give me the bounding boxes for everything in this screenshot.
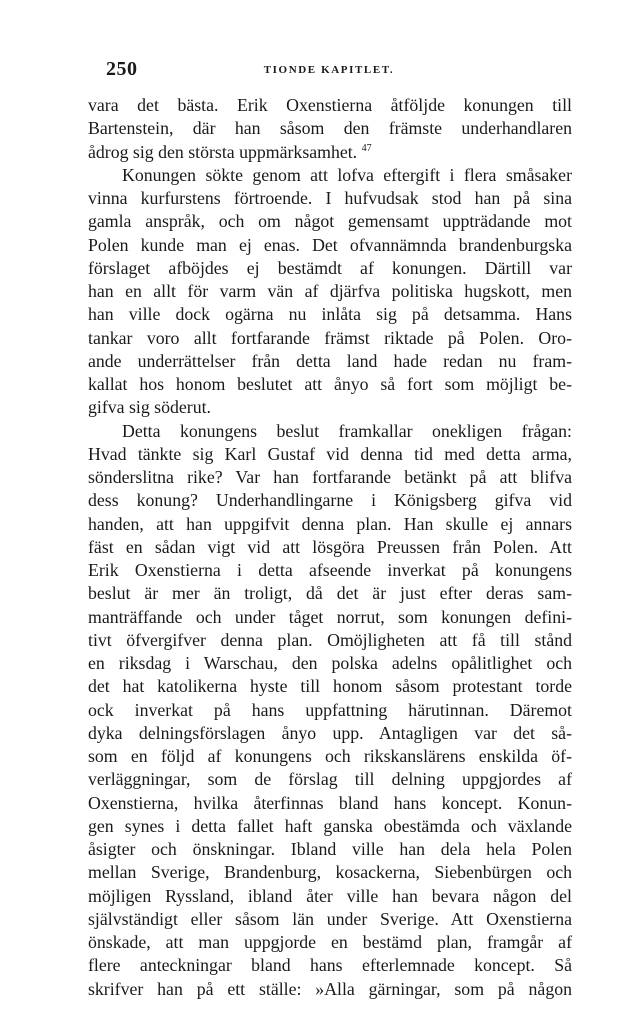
text-line <box>88 234 572 257</box>
text-line <box>88 559 572 582</box>
line-text: verläggningar, som de förslag till delning uppgjordes af <box>88 769 572 790</box>
text-line <box>88 978 572 1001</box>
line-text: som en följd af konungens och rikskanslärens enskilda öf- <box>88 746 572 766</box>
line-text: skrifver han på ett ställe: »Alla gärningar, som på någon <box>88 978 572 999</box>
line-text: handen, att han uppgifvit denna plan. Han skulle ej annars <box>88 513 572 534</box>
line-text: sönderslitna rike? Var han fortfarande betänkt på att blifva <box>88 467 572 487</box>
text-line <box>88 606 572 629</box>
running-title: TIONDE KAPITLET. <box>263 64 395 76</box>
line-text: tankar voro allt fortfarande främst riktade på Polen. Oro- <box>88 327 572 348</box>
text-line <box>88 768 572 791</box>
text-line <box>88 652 572 675</box>
line-text: Detta konungens beslut framkallar onekligen frågan: <box>122 420 572 441</box>
paragraph <box>88 164 572 420</box>
line-text: dyka delningsförslagen ånyo upp. Antagligen var det så- <box>88 722 572 743</box>
text-line <box>88 954 572 977</box>
line-text: han ville dock ogärna nu inlåta sig på detsamma. Hans <box>88 304 572 325</box>
paragraph <box>88 94 572 164</box>
text-line <box>88 210 572 233</box>
line-text: dess konung? Underhandlingarne i Königsberg gifva vid <box>88 490 572 511</box>
line-text: beslut är mer än troligt, då det är just efter deras sam- <box>88 583 572 604</box>
text-line <box>88 303 572 326</box>
line-text: fäst en sådan vigt vid att lösgöra Preussen från Polen. Att <box>88 536 572 557</box>
line-text: vinna kurfurstens förtroende. I hufvudsak stod han på sina <box>88 188 572 208</box>
footnote-marker: 47 <box>361 142 372 154</box>
body-text <box>88 94 572 1001</box>
text-line <box>88 117 572 140</box>
line-text: ådrog sig den största uppmärksamhet. <box>88 141 358 162</box>
line-text: åsigter och önskningar. Ibland ville han dela hela Polen <box>88 839 572 859</box>
text-line <box>88 443 572 466</box>
line-text: önskade, att man uppgjorde en bestämd plan, framgår af <box>88 932 572 952</box>
line-text: möjligen Ryssland, ibland åter ville han bevara någon del <box>88 885 572 906</box>
text-line <box>88 908 572 931</box>
text-line <box>88 164 572 187</box>
text-line <box>88 861 572 884</box>
line-text: Bartenstein, där han såsom den främste underhandlaren <box>88 118 572 139</box>
line-text: vara det bästa. Erik Oxenstierna åtföljde konungen till <box>88 95 572 115</box>
text-line <box>88 629 572 652</box>
line-text: han en allt för varm vän af djärfva politiska hugskott, men <box>88 281 572 301</box>
text-line <box>88 280 572 303</box>
line-text: Hvad tänkte sig Karl Gustaf vid denna tid med detta arma, <box>88 443 572 464</box>
line-text: Oxenstierna, hvilka återfinnas bland hans koncept. Konun- <box>88 792 572 813</box>
text-line <box>88 722 572 745</box>
line-text: Polen kunde man ej enas. Det ofvannämnda brandenburgska <box>88 234 572 255</box>
text-line <box>88 838 572 861</box>
text-line <box>88 396 572 419</box>
text-line <box>88 536 572 559</box>
line-text: Erik Oxenstierna i detta afseende inverkat på konungens <box>88 560 572 580</box>
text-line <box>88 94 572 117</box>
line-text: ock inverkat på hans uppfattning härutinnan. Däremot <box>88 699 572 720</box>
line-text: manträffande och under tåget norrut, som konungen defini- <box>88 606 572 627</box>
line-text: förslaget afböjdes ej bestämdt af konungen. Därtill var <box>88 257 572 278</box>
line-text: flere anteckningar bland hans efterlemnade koncept. Så <box>88 955 572 976</box>
line-text: gamla anspråk, och om något gemensamt uppträdande mot <box>88 211 572 232</box>
text-line <box>88 373 572 396</box>
line-text: tivt öfvergifver denna plan. Omöjligheten att få till stånd <box>88 629 572 650</box>
page-number: 250 <box>106 58 138 80</box>
line-text: Konungen sökte genom att lofva eftergift i flera småsaker <box>122 164 572 185</box>
text-line <box>88 257 572 280</box>
text-line <box>88 327 572 350</box>
text-line <box>88 350 572 373</box>
page-header <box>88 58 570 88</box>
line-text: mellan Sverige, Brandenburg, kosackerna, Siebenbürgen och <box>88 862 572 883</box>
text-line <box>88 792 572 815</box>
text-line <box>88 699 572 722</box>
text-line <box>88 885 572 908</box>
text-line <box>88 141 572 164</box>
line-text: ande underrättelser från detta land hade redan nu fram- <box>88 350 572 371</box>
text-line <box>88 815 572 838</box>
text-line <box>88 489 572 512</box>
text-line <box>88 420 572 443</box>
text-line <box>88 745 572 768</box>
line-text: gifva sig söderut. <box>88 397 211 418</box>
text-line <box>88 187 572 210</box>
text-line <box>88 582 572 605</box>
text-line <box>88 466 572 489</box>
text-line <box>88 513 572 536</box>
text-line <box>88 931 572 954</box>
line-text: gen synes i detta fallet haft ganska obestämda och växlande <box>88 815 572 836</box>
line-text: kallat hos honom beslutet att ånyo så fort som möjligt be- <box>88 374 572 394</box>
line-text: det hat katolikerna hyste till honom såsom protestant torde <box>88 676 572 697</box>
line-text: självständigt eller såsom län under Sverige. Att Oxenstierna <box>88 908 572 929</box>
line-text: en riksdag i Warschau, den polska adelns opålitlighet och <box>88 653 572 673</box>
paragraph <box>88 420 572 1001</box>
text-line <box>88 675 572 698</box>
